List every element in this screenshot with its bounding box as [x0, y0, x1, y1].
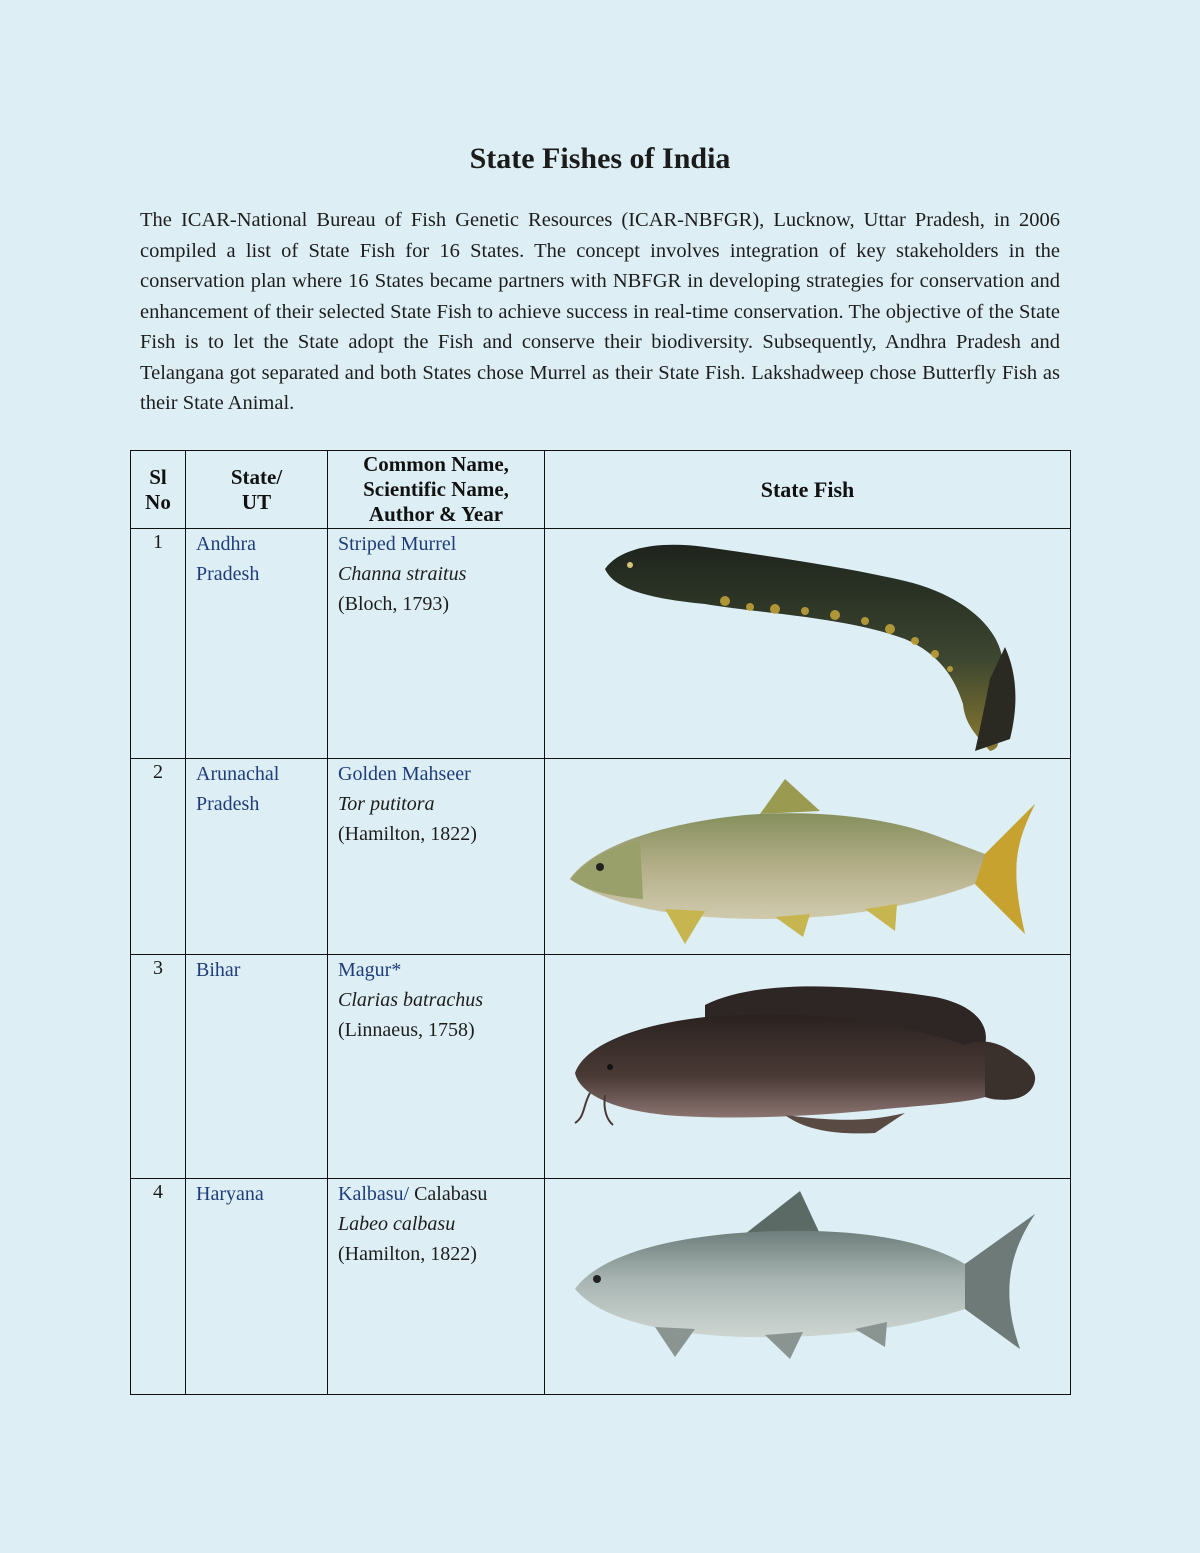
header-sl-no: Sl No: [131, 451, 186, 529]
page-title: State Fishes of India: [469, 142, 731, 175]
sl-number: 3: [131, 955, 186, 1179]
fish-image-cell: [545, 529, 1071, 759]
scientific-name: Labeo calbasu: [338, 1213, 456, 1235]
golden-mahseer-fish-icon: [545, 759, 1071, 951]
common-name: Striped Murrel: [338, 533, 457, 555]
fish-names: [328, 955, 545, 1179]
table-row: [131, 955, 1071, 1179]
common-name: Magur*: [338, 959, 402, 981]
sl-number: 4: [131, 1179, 186, 1395]
striped-murrel-fish-icon: [545, 529, 1071, 755]
common-name: Kalbasu/: [338, 1183, 410, 1205]
state-name: Bihar: [186, 955, 328, 1179]
scientific-name: Channa straitus: [338, 563, 467, 585]
fish-names: Kalbasu/ Calabasu Labeo calbasu (Hamilton, 1822): [328, 1179, 545, 1395]
state-fish-table: [130, 450, 1071, 1395]
header-state: State/ UT: [186, 451, 328, 529]
table-row: [131, 1179, 1071, 1395]
header-state-fish: State Fish: [545, 451, 1071, 529]
author-year: (Linnaeus, 1758): [338, 1019, 475, 1041]
state-name: Andhra Pradesh: [186, 529, 328, 759]
fish-names: [328, 759, 545, 955]
sl-number: 2: [131, 759, 186, 955]
fish-image-cell: [545, 759, 1071, 955]
header-names: Common Name, Scientific Name, Author & Year: [328, 451, 545, 529]
table-row: [131, 529, 1071, 759]
fish-image-cell: [545, 955, 1071, 1179]
kalbasu-fish-icon: [545, 1179, 1071, 1391]
author-year: (Hamilton, 1822): [338, 823, 477, 845]
author-year: (Hamilton, 1822): [338, 1243, 477, 1265]
state-name: Arunachal Pradesh: [186, 759, 328, 955]
magur-fish-icon: [545, 955, 1071, 1175]
scientific-name: Tor putitora: [338, 793, 435, 815]
sl-number: 1: [131, 529, 186, 759]
table-row: [131, 759, 1071, 955]
author-year: (Bloch, 1793): [338, 593, 450, 615]
table-header-row: [131, 451, 1071, 529]
scientific-name: Clarias batrachus: [338, 989, 484, 1011]
fish-image-cell: [545, 1179, 1071, 1395]
intro-paragraph: The ICAR-National Bureau of Fish Genetic Resources (ICAR-NBFGR), Lucknow, Uttar Pradesh, in 2006 compiled a list of State Fish for 16 States. The concept involves integration of key stakeholders in the conservation plan where 16 States became partners with NBFGR in developing strategies for conservation and enhancement of their selected State Fish to achieve success in real-time conservation. The objective of the State Fish is to let the State adopt the Fish and conserve their biodiversity. Subsequently, Andhra Pradesh and Telangana got separated and both States chose Murrel as their State Fish. Lakshadweep chose Butterfly Fish as their State Animal.: [140, 209, 1060, 414]
fish-names: [328, 529, 545, 759]
common-name: Golden Mahseer: [338, 763, 471, 785]
state-name: Haryana: [186, 1179, 328, 1395]
